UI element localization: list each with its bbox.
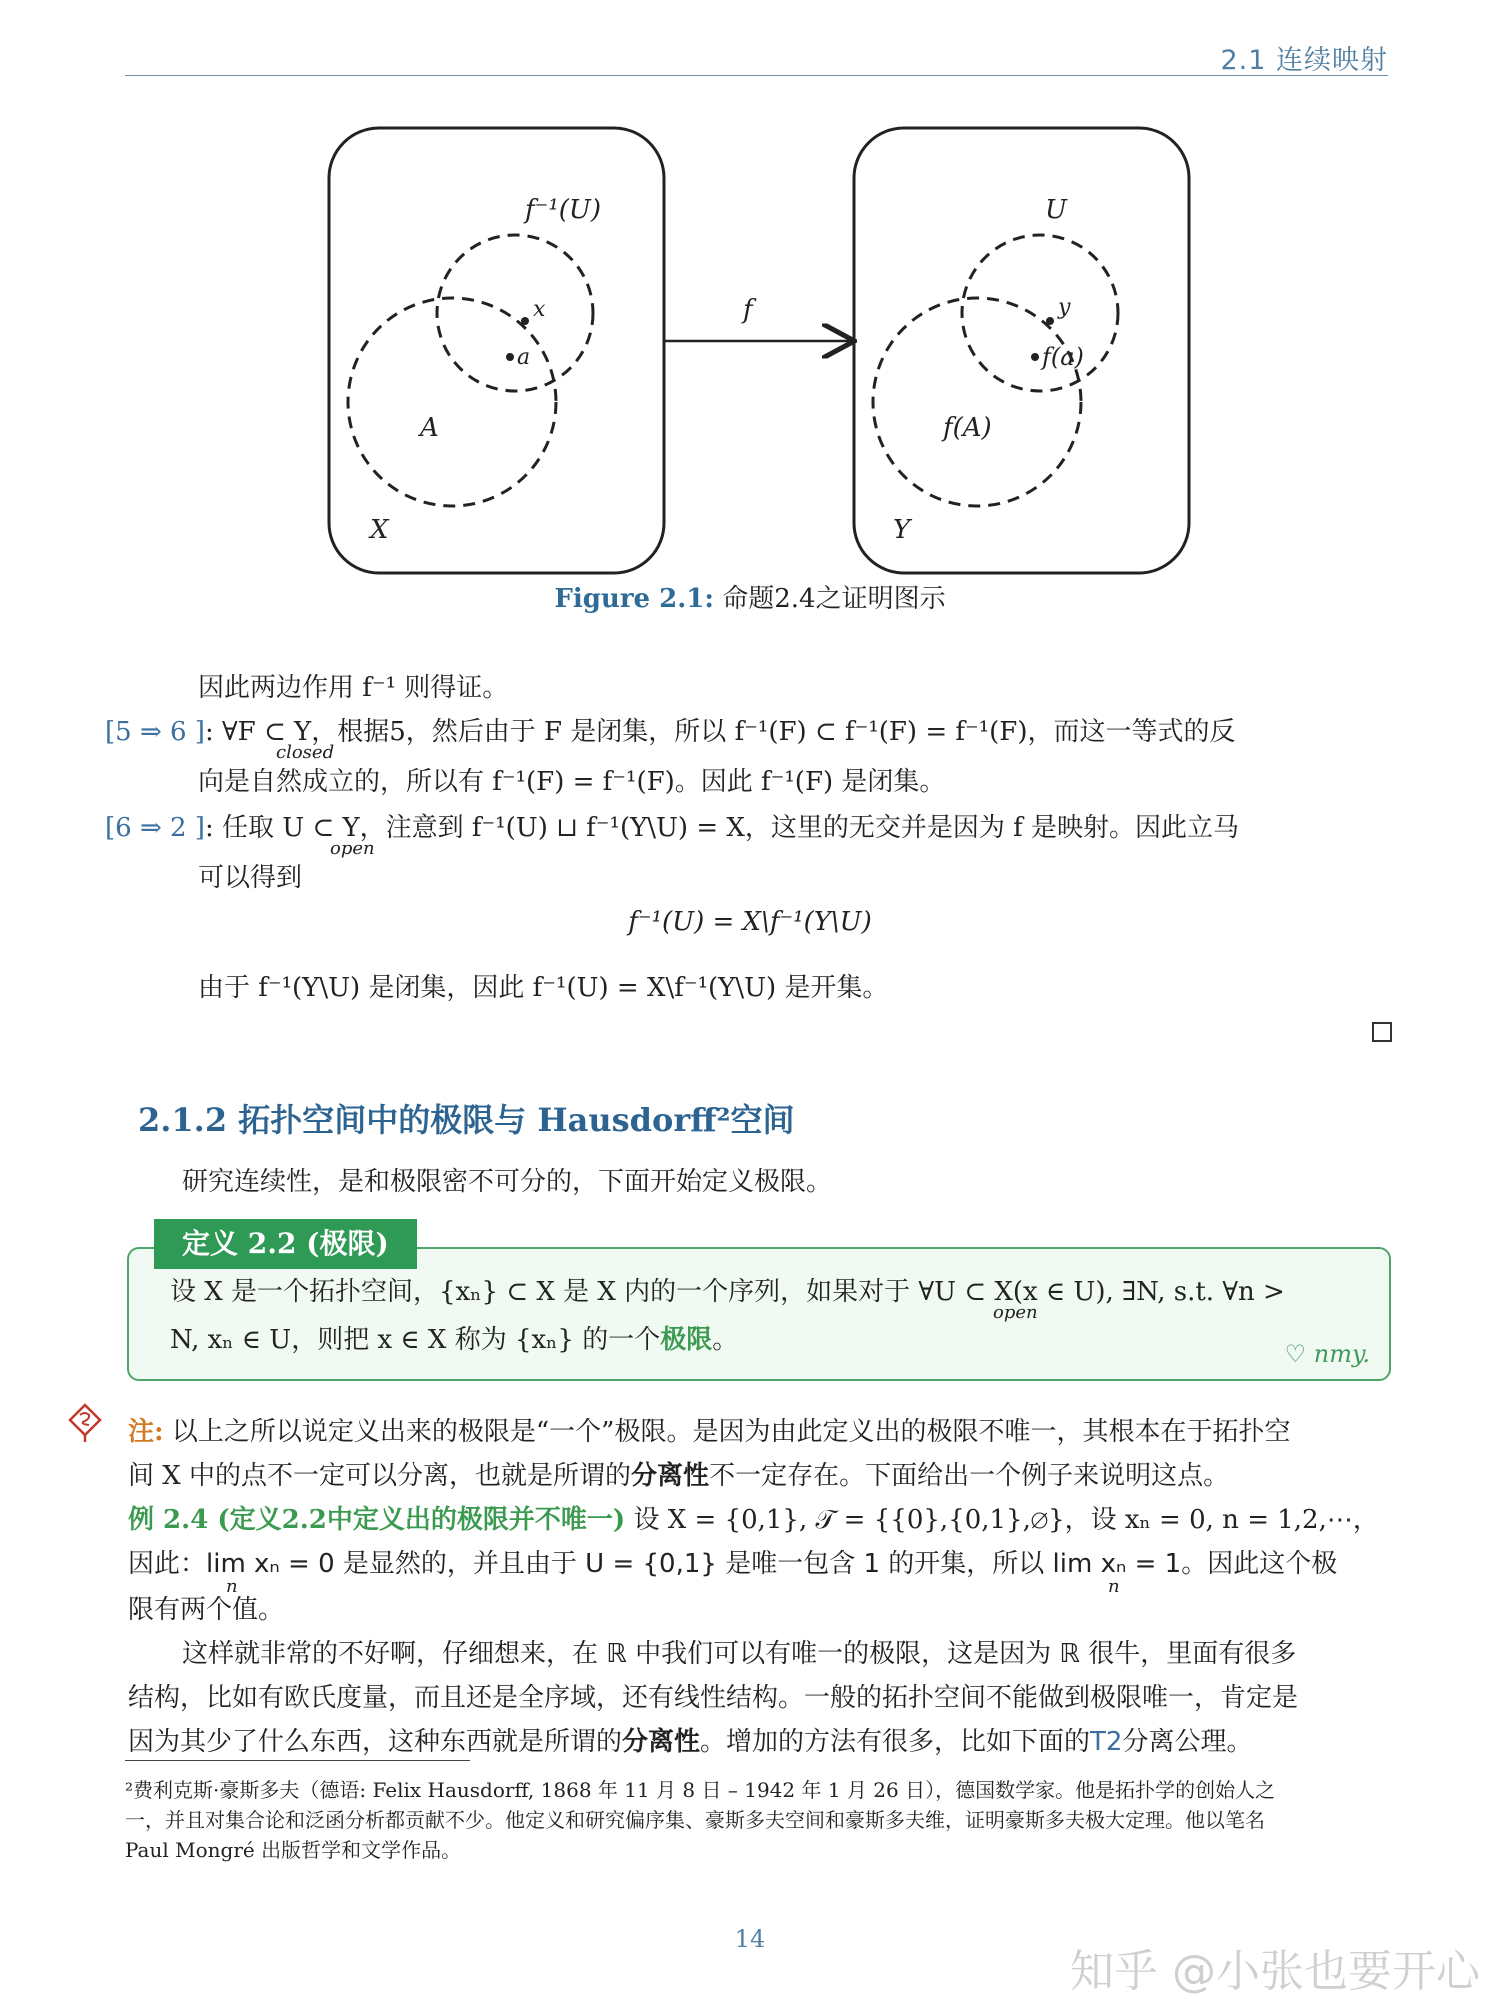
lim-subscript-2: n — [1108, 1576, 1120, 1597]
proof-step-5-6-line-2: 向是自然成立的，所以有 f⁻¹(F) = f⁻¹(F)。因此 f⁻¹(F) 是闭集。 — [198, 767, 946, 797]
space-y-box — [854, 128, 1189, 573]
step-5-6-text: : ∀F ⊂ Y，根据5，然后由于 F 是闭集，所以 f⁻¹(F) ⊂ f⁻¹(F) = f⁻¹(F)，而这一等式的反 — [204, 717, 1236, 747]
closed-subscript: closed — [276, 742, 335, 763]
label-space-y: Y — [893, 515, 911, 545]
step-5-6-ref[interactable]: [5 ⇒ 6 ] — [105, 717, 205, 747]
label-fa: f(a) — [1042, 343, 1084, 371]
point-fa — [1031, 353, 1039, 361]
discussion-line-2: 结构，比如有欧氏度量，而且还是全序域，还有线性结构。一般的拓扑空间不能做到极限唯一，肯定是 — [128, 1683, 1299, 1713]
point-a — [506, 353, 514, 361]
proof-line-1: 因此两边作用 f⁻¹ 则得证。 — [198, 673, 509, 703]
label-y: y — [1058, 295, 1071, 320]
discussion-line-3-c: 分离公理。 — [1122, 1727, 1253, 1757]
section-title: 2.1.2 拓扑空间中的极限与 Hausdorff²空间 — [138, 1101, 795, 1139]
definition-term: 极限 — [660, 1325, 713, 1355]
caption-label: Figure 2.1: — [554, 584, 714, 614]
figure-2-1 — [315, 118, 1205, 593]
note-line-1-text: 以上之所以说定义出来的极限是“一个”极限。是因为由此定义出的极限不唯一，其根本在于拓扑空 — [171, 1417, 1291, 1447]
definition-open-subscript: open — [993, 1302, 1038, 1323]
example-line-1 — [128, 1498, 1379, 1542]
proof-step-5-6 — [105, 710, 1235, 754]
footnote-line-3: Paul Mongré 出版哲学和文学作品。 — [125, 1838, 462, 1862]
note-label: 注: — [128, 1417, 164, 1447]
figure-caption — [0, 578, 1500, 615]
label-f: f — [743, 295, 753, 325]
note-line-2 — [128, 1454, 1229, 1498]
point-x — [521, 317, 529, 325]
discussion-term: 分离性 — [622, 1727, 701, 1757]
example-line-2: 因此：lim xₙ = 0 是显然的，并且由于 U = {0,1} 是唯一包含 1 的开集，所以 lim xₙ = 1。因此这个极 — [128, 1549, 1338, 1579]
label-preimage-u: f⁻¹(U) — [525, 195, 601, 225]
t2-axiom-link[interactable]: T2 — [1090, 1727, 1123, 1757]
lim-subscript-1: n — [226, 1576, 238, 1597]
step-6-2-ref[interactable]: [6 ⇒ 2 ] — [105, 813, 205, 843]
discussion-line-3-a: 因为其少了什么东西，这种东西就是所谓的 — [128, 1727, 623, 1757]
proof-step-6-2-line-2: 可以得到 — [198, 863, 303, 893]
note-line-1 — [128, 1410, 1290, 1454]
example-label: 例 2.4 (定义2.2中定义出的极限并不唯一) — [128, 1505, 626, 1535]
set-u-circle — [962, 235, 1118, 391]
qed-square — [1372, 1022, 1392, 1042]
footnote-line-2: 一，并且对集合论和泛函分析都贡献不少。他定义和研究偏序集、豪斯多夫空间和豪斯多夫维，证明豪斯多夫极大定理。他以笔名 — [125, 1808, 1265, 1832]
running-header: 2.1 连续映射 — [1220, 45, 1388, 76]
note-line-2-b: 不一定存在。下面给出一个例子来说明这点。 — [709, 1461, 1230, 1491]
warning-sign-icon — [68, 1403, 102, 1443]
display-equation: f⁻¹(U) = X\f⁻¹(Y\U) — [628, 907, 872, 937]
page-number: 14 — [734, 1925, 766, 1953]
note-term: 分离性 — [631, 1461, 710, 1491]
header-rule — [125, 75, 1388, 76]
proof-step-6-2 — [105, 806, 1239, 850]
example-line-3: 限有两个值。 — [128, 1595, 285, 1625]
image-a-circle — [873, 298, 1081, 506]
definition-tab: 定义 2.2 (极限) — [154, 1219, 417, 1269]
definition-line-1: 设 X 是一个拓扑空间，{xₙ} ⊂ X 是 X 内的一个序列，如果对于 ∀U ⊂ X(x ∈ U), ∃N, s.t. ∀n > — [170, 1277, 1285, 1307]
label-u: U — [1045, 195, 1067, 225]
space-x-box — [329, 128, 664, 573]
step-6-2-text: : 任取 U ⊂ Y，注意到 f⁻¹(U) ⊔ f⁻¹(Y\U) = X，这里的无交并是因为 f 是映射。因此立马 — [204, 813, 1240, 843]
preimage-u-circle — [437, 235, 593, 391]
definition-line-2-text: N, xₙ ∈ U，则把 x ∈ X 称为 {xₙ} 的一个 — [170, 1325, 661, 1355]
label-a: a — [517, 345, 531, 370]
proof-conclusion: 由于 f⁻¹(Y\U) 是闭集，因此 f⁻¹(U) = X\f⁻¹(Y\U) 是开集。 — [198, 973, 889, 1003]
label-space-x: X — [370, 515, 389, 545]
definition-line-2-end: 。 — [712, 1325, 739, 1355]
definition-line-2 — [170, 1318, 738, 1362]
section-intro: 研究连续性，是和极限密不可分的，下面开始定义极限。 — [182, 1167, 833, 1197]
caption-text: 命题2.4之证明图示 — [722, 584, 946, 614]
discussion-line-3-b: 。增加的方法有很多，比如下面的 — [700, 1727, 1091, 1757]
definition-signature: ♡ nmy. — [1284, 1340, 1370, 1368]
discussion-line-3 — [128, 1720, 1253, 1764]
label-set-a: A — [420, 413, 439, 443]
discussion-line-1: 这样就非常的不好啊，仔细想来，在 ℝ 中我们可以有唯一的极限，这是因为 ℝ 很牛，里面有很多 — [182, 1639, 1297, 1669]
set-a-circle — [348, 298, 556, 506]
example-line-1-text: 设 X = {0,1}, 𝒯 = {{0},{0,1},∅}，设 xₙ = 0, n = 1,2,⋯， — [633, 1505, 1379, 1535]
point-y — [1046, 317, 1054, 325]
note-line-2-a: 间 X 中的点不一定可以分离，也就是所谓的 — [128, 1461, 632, 1491]
footnote-rule — [125, 1760, 470, 1761]
label-fA: f(A) — [943, 413, 992, 443]
open-subscript: open — [330, 838, 375, 859]
label-x: x — [533, 297, 546, 322]
watermark: 知乎 @小张也要开心 — [1070, 1946, 1480, 1997]
footnote-line-1: ²费利克斯·豪斯多夫（德语: Felix Hausdorff, 1868 年 11 月 8 日 – 1942 年 1 月 26 日），德国数学家。他是拓扑学的创始人之 — [125, 1778, 1276, 1802]
